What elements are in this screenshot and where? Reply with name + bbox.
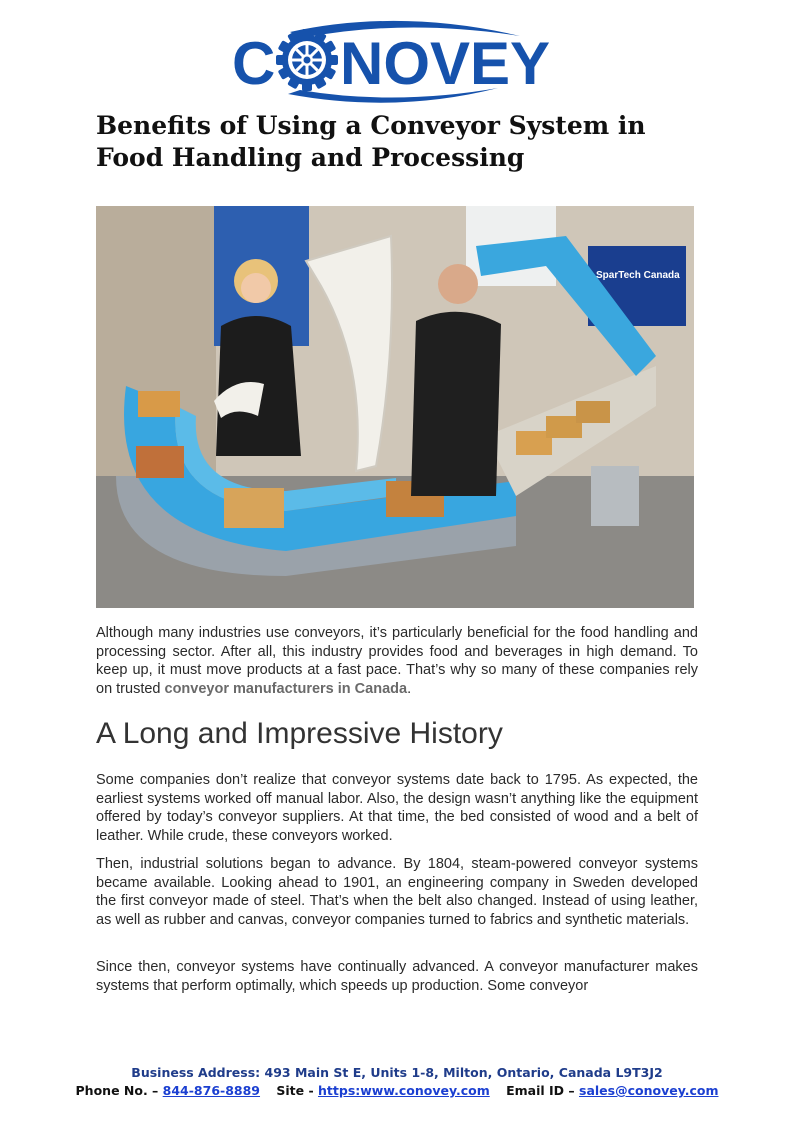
page-title: Benefits of Using a Conveyor System in Food Handling and Processing [96,111,646,172]
intro-text: Although many industries use conveyors, it’s particularly beneficial for the food handling and processing sector. After all, this industry provides food and beverages in high demand. To keep up, it must move products at a fast pace. That’s why so many of these companies rely on trusted [96,625,698,697]
history-paragraph-3: Since then, conveyor systems have continually advanced. A conveyor manufacturer makes systems that perform optimally, which speeds up production. Some conveyor [96,959,698,994]
logo-letter-c: C [232,30,276,97]
phone-label: Phone No [75,1083,143,1098]
history-paragraph-1: Some companies don’t realize that conveyor systems date back to 1795. As expected, the earliest systems worked off manual labor. Also, the design wasn’t anything like the equipment offered by today’s conveyor suppliers. At that time, the bed consisted of wood and a belt of leather. While crude, these conveyors worked. [96,772,698,844]
section-heading: A Long and Impressive History [96,717,503,750]
footer-contact: Phone No. – 844-876-8889 Site - https:www.conovey.com Email ID – sales@conovey.com [75,1083,719,1098]
gear-icon [276,29,338,91]
intro-end: . [407,680,412,697]
conveyor-manufacturers-link[interactable]: conveyor manufacturers in Canada [164,680,408,697]
address-value: 493 Main St E, Units 1-8, Milton, Ontario, Canada L9T3J2 [264,1065,663,1080]
site-label: Site - [276,1083,314,1098]
phone-link[interactable]: 844-876-8889 [162,1083,261,1098]
footer-address [0,1064,794,1082]
site-link[interactable]: https:www.conovey.com [318,1083,490,1098]
address-label: Business Address: [131,1065,261,1080]
intro-paragraph [96,624,698,698]
logo-letters-novey: NOVEY [340,30,551,97]
email-link[interactable]: sales@conovey.com [579,1083,719,1098]
conveyor-photo [96,206,694,608]
history-paragraph-2: Then, industrial solutions began to advance. By 1804, steam-powered conveyor systems became available. Looking ahead to 1901, an engineering company in Sweden developed the first conveyor made of steel. That’s when the belt also changed. Instead of using leather, as well as rubber and canvas, conveyor companies turned to fabrics and synthetic materials. [96,856,698,928]
page-footer [0,1064,794,1100]
conovey-logo [230,14,564,106]
email-label: Email ID – [506,1083,575,1098]
svg-text:SparTech Canada: SparTech Canada [596,270,680,281]
photo-control-box [591,466,639,526]
